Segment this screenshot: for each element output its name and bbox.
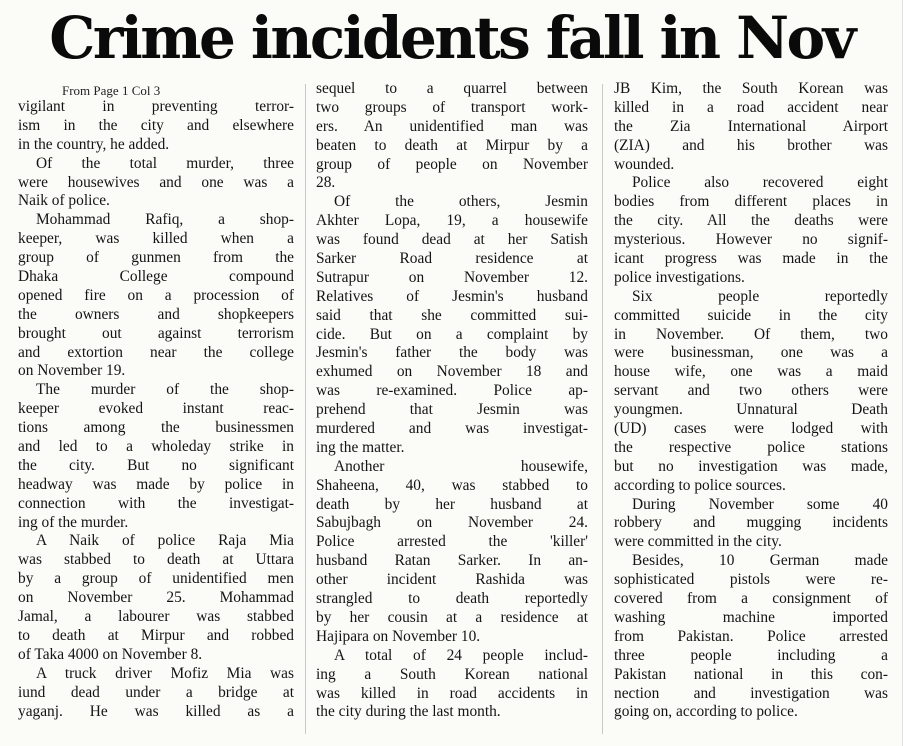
text-line: A total of 24 people includ- <box>334 646 588 664</box>
text-line: to death at Mirpur and robbed <box>18 626 294 644</box>
text-line: according to police sources. <box>614 476 786 494</box>
text-line: three people including a <box>614 646 888 664</box>
text-line: connection with the investigat- <box>18 494 294 512</box>
text-line: Sarker Road residence at <box>316 250 588 268</box>
column-divider <box>305 84 306 734</box>
text-line: going on, according to police. <box>614 703 798 721</box>
text-line: robbery and mugging incidents <box>614 514 888 532</box>
text-line: servant and two others were <box>614 382 888 400</box>
text-line: nection and investigation was <box>614 684 888 702</box>
text-line: During November some 40 <box>632 495 888 513</box>
text-line: the owners and shopkeepers <box>18 305 294 323</box>
text-line: cide. But on a complaint by <box>316 325 588 343</box>
text-line: group of people on November <box>316 155 588 173</box>
text-line: bodies from different places in <box>614 193 888 211</box>
text-line: Police also recovered eight <box>632 174 888 192</box>
text-line: the city during the last month. <box>316 703 501 721</box>
text-line: house wife, one was a maid <box>614 363 888 381</box>
text-line: murdered and was investigat- <box>316 420 588 438</box>
text-line: Jamal, a labourer was stabbed <box>18 608 294 626</box>
text-line: ers. An unidentified man was <box>316 117 588 135</box>
text-line: mysterious. However no signif- <box>614 231 888 249</box>
text-line: in the country, he added. <box>18 135 170 153</box>
text-line: Of the others, Jesmin <box>334 193 588 211</box>
text-line: other incident Rashida was <box>316 571 588 589</box>
text-line: in November. Of them, two <box>614 325 888 343</box>
text-line: said that she committed sui- <box>316 306 588 324</box>
text-line: The murder of the shop- <box>36 381 294 399</box>
text-line: Shaheena, 40, was stabbed to <box>316 476 588 494</box>
text-line: (UD) cases were lodged with <box>614 420 888 438</box>
text-line: beaten to death at Mirpur by a <box>316 136 588 154</box>
text-line: JB Kim, the South Korean was <box>614 80 888 97</box>
text-line: Besides, 10 German made <box>632 552 888 570</box>
text-line: brought out against terrorism <box>18 324 294 342</box>
text-line: Dhaka College compound <box>18 268 294 286</box>
text-line: police investigations. <box>614 268 745 286</box>
text-line: iund dead under a bridge at <box>18 683 294 701</box>
text-line: Another housewife, <box>334 457 588 475</box>
text-line: husband Ratan Sarker. In an- <box>316 552 588 570</box>
text-line: ing of the murder. <box>18 513 129 531</box>
text-line: on November 25. Mohammad <box>18 589 294 607</box>
text-line: from Pakistan. Police arrested <box>614 627 888 645</box>
text-line: the respective police stations <box>614 438 888 456</box>
column-divider <box>602 84 603 734</box>
text-line: A truck driver Mofiz Mia was <box>36 664 294 682</box>
text-line: ing a South Korean national <box>316 665 588 683</box>
text-line: were housewives and one was a <box>18 173 294 191</box>
text-line: ism in the city and elsewhere <box>18 116 294 134</box>
text-line: killed in a road accident near <box>614 98 888 116</box>
article-body <box>18 80 894 742</box>
text-line: by a group of unidentified men <box>18 570 294 588</box>
text-line: by her cousin at a residence at <box>316 608 588 626</box>
text-line: youngmen. Unnatural Death <box>614 401 888 419</box>
text-line: keeper, was killed when a <box>18 230 294 248</box>
text-line: but no investigation was made, <box>614 457 888 475</box>
text-line: washing machine imported <box>614 608 888 626</box>
text-line: Six people reportedly <box>632 287 888 305</box>
text-line: Police arrested the 'killer' <box>316 533 588 551</box>
text-line: group of gunmen from the <box>18 249 294 267</box>
text-line: headway was made by police in <box>18 475 294 493</box>
text-line: strangled to death reportedly <box>316 590 588 608</box>
text-line: committed suicide in the city <box>614 306 888 324</box>
text-line: was killed in road accidents in <box>316 684 588 702</box>
text-line: Of the total murder, three <box>36 154 294 172</box>
text-line: exhumed on November 18 and <box>316 363 588 381</box>
text-line: and led to a wholeday strike in <box>18 438 294 456</box>
text-line: of Taka 4000 on November 8. <box>18 645 203 663</box>
text-line: the Zia International Airport <box>614 117 888 135</box>
text-line: the city. All the deaths were <box>614 212 888 230</box>
text-line: wounded. <box>614 155 675 173</box>
text-line: the city. But no significant <box>18 456 294 474</box>
text-line: was stabbed to death at Uttara <box>18 551 294 569</box>
text-line: two groups of transport work- <box>316 98 588 116</box>
text-line: A Naik of police Raja Mia <box>36 532 294 550</box>
column-1 <box>18 84 294 744</box>
text-line: on November 19. <box>18 362 126 380</box>
text-line: covered from a consignment of <box>614 590 888 608</box>
text-line: Jesmin's father the body was <box>316 344 588 362</box>
column-3 <box>614 80 888 740</box>
text-line: Akhter Lopa, 19, a housewife <box>316 212 588 230</box>
text-line: (ZIA) and his brother was <box>614 136 888 154</box>
text-line: and extortion near the college <box>18 343 294 361</box>
text-line: Relatives of Jesmin's husband <box>316 287 588 305</box>
text-line: sophisticated pistols were re- <box>614 571 888 589</box>
text-line: opened fire on a procession of <box>18 286 294 304</box>
text-line: Hajipara on November 10. <box>316 627 481 645</box>
text-line: were committed in the city. <box>614 533 782 551</box>
text-line: was found dead at her Satish <box>316 231 588 249</box>
text-line: ing the matter. <box>316 438 405 456</box>
text-line: prehend that Jesmin was <box>316 401 588 419</box>
text-line: sequel to a quarrel between <box>316 80 588 97</box>
text-line: Pakistan national in this con- <box>614 665 888 683</box>
text-line: Naik of police. <box>18 192 110 210</box>
text-line: 28. <box>316 174 336 192</box>
text-line: death by her husband at <box>316 495 588 513</box>
text-line: tions among the businessmen <box>18 419 294 437</box>
text-line: icant progress was made in the <box>614 250 888 268</box>
text-line: were businessman, one was a <box>614 344 888 362</box>
text-line: Mohammad Rafiq, a shop- <box>36 211 294 229</box>
text-line: yaganj. He was killed as a <box>18 702 294 720</box>
headline: Crime incidents fall in Nov <box>49 4 854 72</box>
text-line: Sutrapur on November 12. <box>316 268 588 286</box>
column-2 <box>316 80 588 740</box>
text-line: vigilant in preventing terror- <box>18 98 294 115</box>
text-line: keeper evoked instant reac- <box>18 400 294 418</box>
dateline: From Page 1 Col 3 <box>62 84 161 98</box>
text-line: was re-examined. Police ap- <box>316 382 588 400</box>
text-line: Sabujbagh on November 24. <box>316 514 588 532</box>
